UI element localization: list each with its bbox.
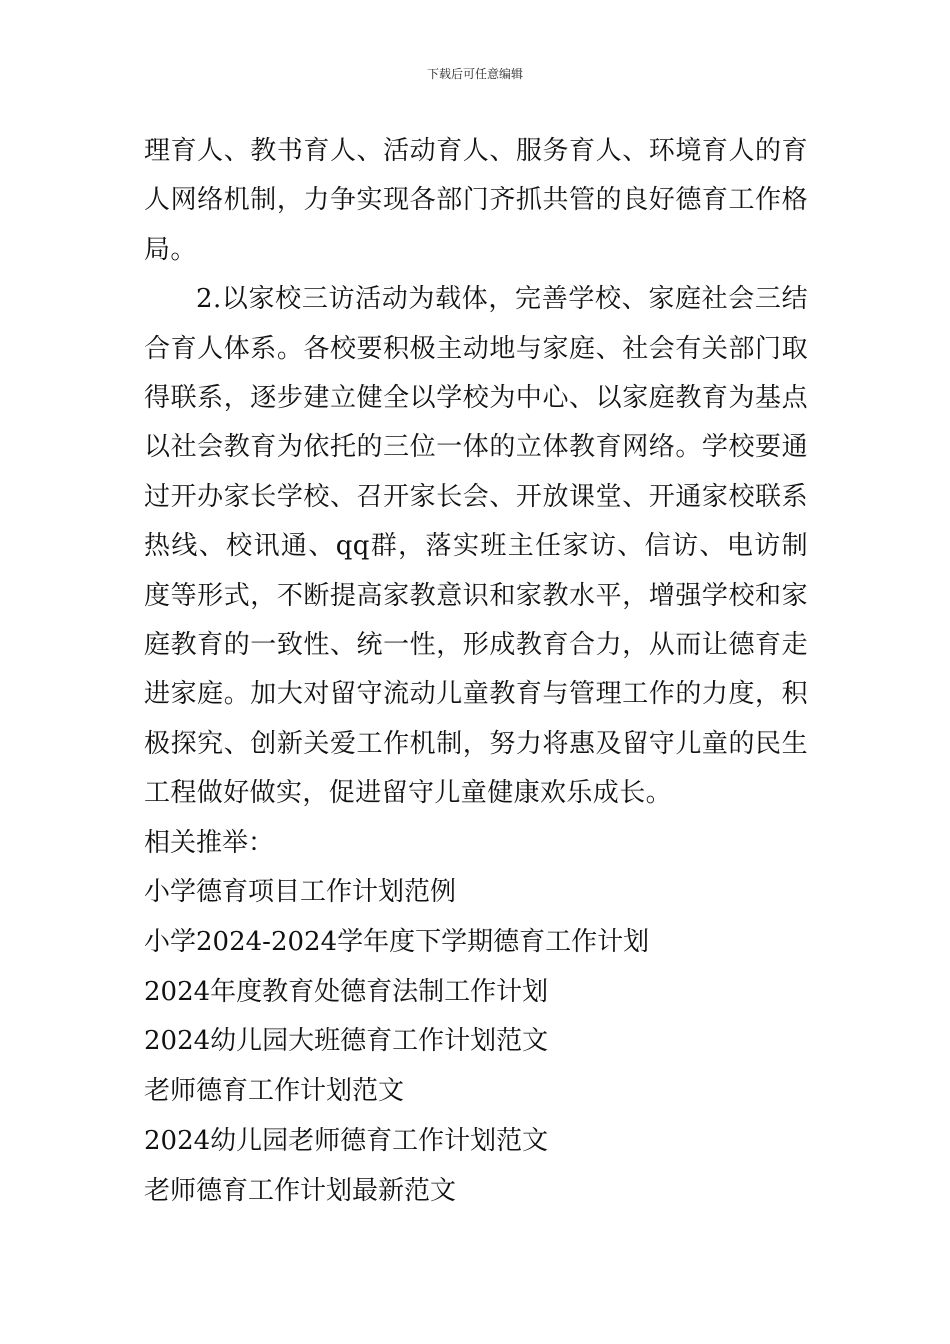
body-paragraph-2: 2.以家校三访活动为载体，完善学校、家庭社会三结合育人体系。各校要积极主动地与家庭、社会有关部门取得联系，逐步建立健全以学校为中心、以家庭教育为基点以社会教育为依托的三位一体的立体教育网络。学校要通过开办家长学校、召开家长会、开放课堂、开通家校联系热线、校讯通、qq群，落实班主任家访、信访、电访制度等形式，不断提高家教意识和家教水平，增强学校和家庭教育的一致性、统一性，形成教育合力，从而让德育走进家庭。加大对留守流动儿童教育与管理工作的力度，积极探究、创新关爱工作机制，努力将惠及留守儿童的民生工程做好做实，促进留守儿童健康欢乐成长。 <box>144 284 808 809</box>
recommendation-link[interactable]: 老师德育工作计划范文 <box>144 1076 405 1107</box>
recommendation-link[interactable]: 2024年度教育处德育法制工作计划 <box>144 976 549 1007</box>
body-paragraph-1: 理育人、教书育人、活动育人、服务育人、环境育人的育人网络机制，力争实现各部门齐抓共管的良好德育工作格局。 <box>144 136 808 265</box>
document-body <box>144 127 808 1217</box>
recommendations-list <box>144 868 808 1217</box>
recommendation-link[interactable]: 小学德育项目工作计划范例 <box>144 877 457 908</box>
recommendation-link[interactable]: 2024幼儿园大班德育工作计划范文 <box>144 1026 549 1057</box>
recommendation-link[interactable]: 老师德育工作计划最新范文 <box>144 1175 457 1206</box>
recommendation-link[interactable]: 2024幼儿园老师德育工作计划范文 <box>144 1126 549 1157</box>
page-header: 下载后可任意编辑 <box>426 67 523 81</box>
recommendation-link[interactable]: 小学2024-2024学年度下学期德育工作计划 <box>144 926 650 957</box>
recommendations-label: 相关推举： <box>144 827 275 858</box>
